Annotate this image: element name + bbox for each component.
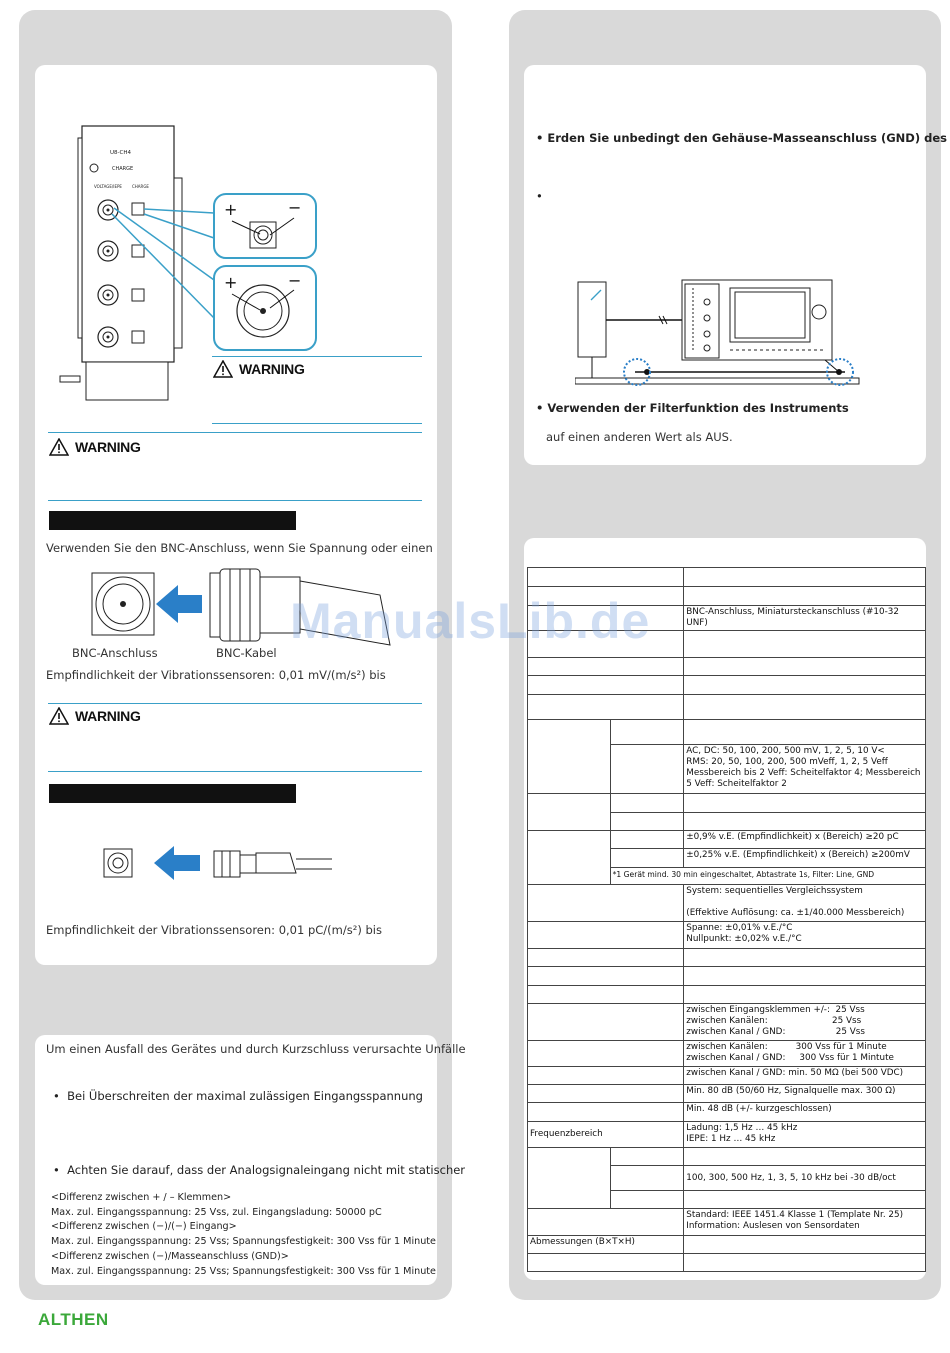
ch3-charge-icon (132, 289, 144, 301)
svg-text:+: + (224, 200, 238, 219)
warning3 (49, 707, 141, 725)
insert-arrow-icon (154, 846, 200, 880)
filter-bullet-text: Verwenden der Filterfunktion des Instruments (547, 401, 849, 415)
insert-arrow-icon (156, 585, 202, 623)
spec-dim-label: Abmessungen (B×T×H) (528, 1236, 684, 1254)
warning1-label: WARNING (239, 361, 305, 377)
svg-text:−: − (288, 271, 302, 290)
spec-filter-value: 100, 300, 500 Hz, 1, 3, 5, 10 kHz bei -30 dB/oct (684, 1166, 926, 1191)
charge-connector-icon (104, 849, 132, 877)
spec-label (528, 658, 684, 676)
static-bullet: • Achten Sie darauf, dass der Analogsignaleingang nicht mit statischer (53, 1163, 466, 1177)
ch4-bnc-icon (98, 327, 118, 347)
ch4-charge-icon (132, 331, 144, 343)
bnc-intro-text: Verwenden Sie den BNC-Anschluss, wenn Sie Spannung oder einen (46, 541, 433, 555)
ch3-bnc-icon (98, 285, 118, 305)
spec-freq-value: Ladung: 1,5 Hz … 45 kHz IEPE: 1 Hz … 45 kHz (684, 1122, 926, 1148)
ch1-charge-icon (132, 203, 144, 215)
empty-bullet: • (536, 189, 543, 203)
grounding-diagram (575, 272, 860, 394)
sensitivity-charge-text: Empfindlichkeit der Vibrationssensoren: 0,01 pC/(m/s²) bis (46, 923, 382, 937)
bnc-connector-icon (92, 573, 154, 635)
spec-label (528, 695, 684, 720)
bnc-connector-label: BNC-Anschluss (72, 646, 158, 660)
spec-label (528, 568, 684, 587)
grounding-bullet: • Erden Sie unbedingt den Gehäuse-Masseanschluss (GND) des (536, 131, 947, 145)
warning1 (213, 360, 305, 378)
warning2 (49, 438, 141, 456)
spec-value (684, 568, 926, 587)
spec-table (527, 567, 926, 1272)
charge-cable-icon (214, 851, 332, 877)
spec-range-value: AC, DC: 50, 100, 200, 500 mV, 1, 2, 5, 10 V< RMS: 20, 50, 100, 200, 500 mVeff, 1, 2, 5 Veff Messbereich bis 2 Veff: Scheitelfaktor 4; Messbereich 5 Veff: Scheitelfaktor 2 (684, 745, 926, 794)
grounding-bullet-text: Erden Sie unbedingt den Gehäuse-Masseanschluss (GND) des (547, 131, 947, 145)
warning1-bottom-line (212, 423, 422, 424)
device-col2-label: CHARGE (132, 184, 149, 189)
spec-noise-value: Min. 48 dB (+/- kurzgeschlossen) (684, 1103, 926, 1122)
althen-logo: ALTHEN (38, 1310, 109, 1329)
note-line: Max. zul. Eingangsspannung: 25 Vss; Spannungsfestigkeit: 300 Vss für 1 Minute (51, 1236, 436, 1248)
warning2-top-line (48, 432, 422, 433)
watermark: ManualsLib.de (290, 593, 651, 649)
note-line: <Differenz zwischen (−)/(−) Eingang> (51, 1221, 237, 1233)
spec-freq-label: Frequenzbereich (528, 1122, 684, 1148)
bnc-section-heading-bar (49, 511, 296, 530)
spec-accuracy-charge: ±0,9% v.E. (Empfindlichkeit) x (Bereich) ≥20 pC (684, 831, 926, 849)
warning2-bottom-line (48, 500, 422, 501)
failure-intro-text: Um einen Ausfall des Gerätes und durch Kurzschluss verursachte Unfälle (46, 1042, 466, 1056)
note-line: Max. zul. Eingangsspannung: 25 Vss; Spannungsfestigkeit: 300 Vss für 1 Minute (51, 1265, 436, 1277)
zoom-bnc-callout (214, 266, 316, 350)
device-model-label: U8-CH4 (110, 150, 131, 156)
warning-triangle-icon (49, 438, 69, 456)
filter-bullet: • Verwenden der Filterfunktion des Instruments (536, 401, 849, 415)
filter-bullet-continued: auf einen anderen Wert als AUS. (546, 430, 733, 444)
spec-cmrr-value: Min. 80 dB (50/60 Hz, Signalquelle max. 300 Ω) (684, 1085, 926, 1103)
warning3-bottom-line (48, 771, 422, 772)
note-line: Max. zul. Eingangsspannung: 25 Vss, zul. Eingangsladung: 50000 pC (51, 1206, 382, 1218)
charge-connection-diagram (100, 843, 340, 885)
static-bullet-text: Achten Sie darauf, dass der Analogsignaleingang nicht mit statischer (67, 1163, 466, 1177)
warning-triangle-icon (213, 360, 233, 378)
spec-voltage-limits: zwischen Eingangsklemmen +/-: 25 Vss zwischen Kanälen: 25 Vss zwischen Kanal / GND: 25 Vss (684, 1004, 926, 1041)
warning3-top-line (48, 703, 422, 704)
spec-value (684, 631, 926, 658)
warning3-label: WARNING (75, 708, 141, 724)
spec-accuracy-voltage: ±0,25% v.E. (Empfindlichkeit) x (Bereich) ≥200mV (684, 849, 926, 868)
ch2-bnc-icon (98, 241, 118, 261)
zoom-charge-callout (214, 194, 316, 258)
warning2-label: WARNING (75, 439, 141, 455)
device-sub-label: CHARGE (112, 166, 134, 172)
ch2-charge-icon (132, 245, 144, 257)
warning1-top-line (212, 356, 422, 357)
bnc-cable-label: BNC-Kabel (216, 646, 277, 660)
voltage-notes (51, 1191, 436, 1279)
spec-value (684, 658, 926, 676)
charge-section-heading-bar (49, 784, 296, 803)
spec-label (528, 676, 684, 695)
overvoltage-bullet: • Bei Überschreiten der maximal zulässigen Eingangsspannung (53, 1089, 423, 1103)
spec-teds-value: Standard: IEEE 1451.4 Klasse 1 (Template Nr. 25) Information: Auslesen von Sensordaten (684, 1209, 926, 1236)
spec-accuracy-note: *1 Gerät mind. 30 min eingeschaltet, Abtastrate 1s, Filter: Line, GND (610, 868, 925, 885)
overvoltage-bullet-text: Bei Überschreiten der maximal zulässigen Eingangsspannung (67, 1089, 423, 1103)
note-line: <Differenz zwischen (−)/Masseanschluss (GND)> (51, 1250, 289, 1262)
spec-withstand-value: zwischen Kanälen: 300 Vss für 1 Minute zwischen Kanal / GND: 300 Vss für 1 Mintute (684, 1041, 926, 1067)
spec-value (684, 676, 926, 695)
spec-temp-value: Spanne: ±0,01% v.E./°C Nullpunkt: ±0,02% v.E./°C (684, 922, 926, 949)
note-line: <Differenz zwischen + / – Klemmen> (51, 1192, 232, 1203)
spec-adc-value: System: sequentielles Vergleichssystem (Effektive Auflösung: ca. ±1/40.000 Messbereich) (684, 885, 926, 922)
spec-value (684, 695, 926, 720)
warning-triangle-icon (49, 707, 69, 725)
spec-insulation-value: zwischen Kanal / GND: min. 50 MΩ (bei 500 VDC) (684, 1067, 926, 1085)
sensitivity-voltage-text: Empfindlichkeit der Vibrationssensoren: 0,01 mV/(m/s²) bis (46, 668, 386, 682)
spec-connector-value: BNC-Anschluss, Miniatursteckanschluss (#10-32 UNF) (684, 606, 926, 631)
spec-value (684, 587, 926, 606)
svg-text:−: − (288, 198, 302, 217)
device-col1-label: VOLTAGE/IEPE (94, 184, 122, 189)
svg-text:+: + (224, 273, 238, 292)
